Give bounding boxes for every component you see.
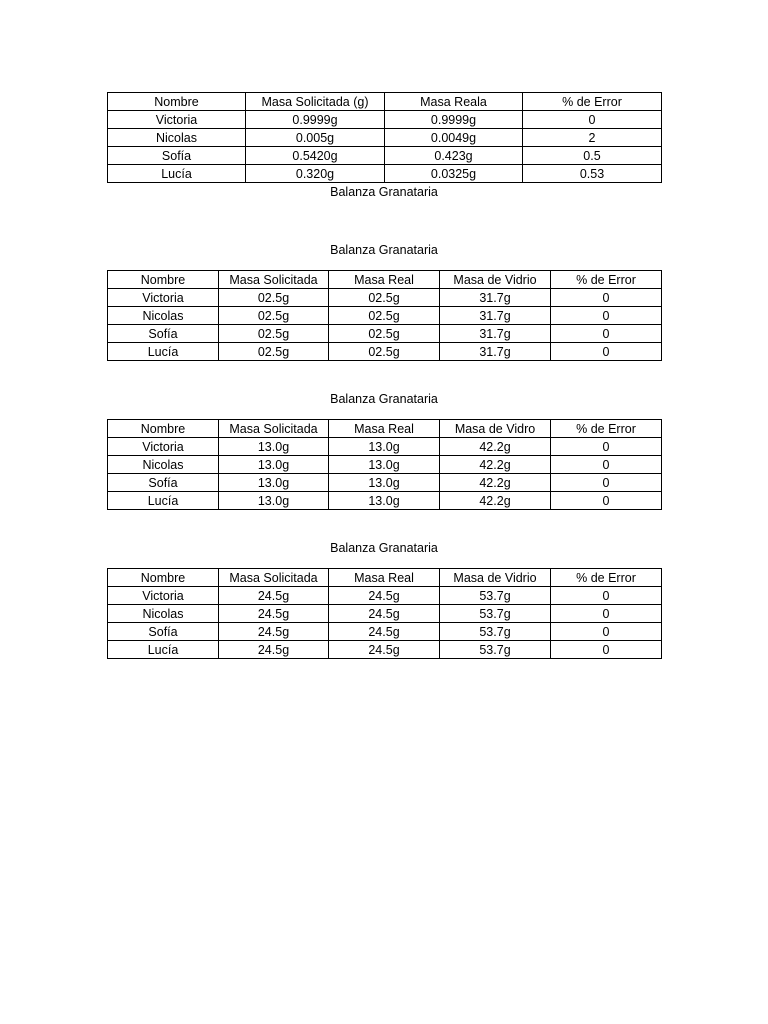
- table-cell: Nicolas: [108, 307, 219, 325]
- table-cell: 13.0g: [219, 438, 329, 456]
- table-row: [108, 474, 662, 492]
- table-cell: 02.5g: [219, 307, 329, 325]
- table-cell: 13.0g: [329, 474, 440, 492]
- table-header-row: [108, 420, 662, 438]
- column-header: Masa Reala: [385, 93, 523, 111]
- table-cell: 0: [551, 474, 662, 492]
- column-header: Masa Solicitada: [219, 420, 329, 438]
- table-caption: Balanza Granataria: [330, 392, 438, 406]
- table-cell: 24.5g: [219, 605, 329, 623]
- table-cell: Sofía: [108, 623, 219, 641]
- column-header: Nombre: [108, 420, 219, 438]
- table-header-row: [108, 93, 662, 111]
- table-cell: 02.5g: [329, 289, 440, 307]
- table-cell: 24.5g: [219, 587, 329, 605]
- table-row: [108, 456, 662, 474]
- table-cell: Nicolas: [108, 605, 219, 623]
- column-header: % de Error: [551, 569, 662, 587]
- table-cell: Victoria: [108, 289, 219, 307]
- table-row: [108, 605, 662, 623]
- table-caption: Balanza Granataria: [330, 185, 438, 199]
- table-cell: 0.0049g: [385, 129, 523, 147]
- table-cell: 0.005g: [246, 129, 385, 147]
- column-header: Masa Real: [329, 569, 440, 587]
- table-header-row: [108, 271, 662, 289]
- table-row: [108, 343, 662, 361]
- table-cell: 24.5g: [329, 605, 440, 623]
- table-cell: 53.7g: [440, 605, 551, 623]
- table-cell: Lucía: [108, 165, 246, 183]
- table-cell: 31.7g: [440, 307, 551, 325]
- table-cell: 24.5g: [219, 623, 329, 641]
- table-cell: 02.5g: [219, 343, 329, 361]
- table-cell: 0: [551, 605, 662, 623]
- table-row: [108, 587, 662, 605]
- table-cell: 13.0g: [329, 492, 440, 510]
- table-cell: Victoria: [108, 438, 219, 456]
- table-row: [108, 129, 662, 147]
- column-header: Masa Solicitada: [219, 271, 329, 289]
- table-cell: 31.7g: [440, 343, 551, 361]
- table-cell: 42.2g: [440, 438, 551, 456]
- column-header: Masa de Vidro: [440, 420, 551, 438]
- table-row: [108, 111, 662, 129]
- column-header: Nombre: [108, 93, 246, 111]
- table-row: [108, 438, 662, 456]
- data-table-4: [107, 568, 662, 659]
- table-cell: 0: [551, 343, 662, 361]
- column-header: Nombre: [108, 569, 219, 587]
- table-cell: 0.5420g: [246, 147, 385, 165]
- table-cell: 0.5: [523, 147, 662, 165]
- table-cell: Sofía: [108, 474, 219, 492]
- table-cell: Nicolas: [108, 129, 246, 147]
- table-cell: 31.7g: [440, 289, 551, 307]
- table-caption: Balanza Granataria: [330, 541, 438, 555]
- table-cell: Lucía: [108, 343, 219, 361]
- table-cell: 0: [551, 456, 662, 474]
- column-header: Masa de Vidrio: [440, 569, 551, 587]
- table-cell: 13.0g: [219, 474, 329, 492]
- table-cell: Nicolas: [108, 456, 219, 474]
- table-row: [108, 623, 662, 641]
- table-row: [108, 492, 662, 510]
- column-header: Masa Real: [329, 271, 440, 289]
- table-row: [108, 641, 662, 659]
- table-cell: 24.5g: [219, 641, 329, 659]
- table-1-block: [107, 92, 661, 201]
- table-cell: 02.5g: [329, 325, 440, 343]
- table-cell: 02.5g: [219, 289, 329, 307]
- data-table-1: [107, 92, 662, 183]
- table-cell: 24.5g: [329, 641, 440, 659]
- column-header: Masa Solicitada: [219, 569, 329, 587]
- table-cell: 02.5g: [219, 325, 329, 343]
- column-header: Nombre: [108, 271, 219, 289]
- table-cell: 53.7g: [440, 587, 551, 605]
- table-cell: 0.53: [523, 165, 662, 183]
- table-cell: 02.5g: [329, 307, 440, 325]
- table-cell: 0: [551, 289, 662, 307]
- table-cell: 0: [551, 492, 662, 510]
- table-cell: Lucía: [108, 492, 219, 510]
- table-cell: 0.0325g: [385, 165, 523, 183]
- table-cell: Victoria: [108, 111, 246, 129]
- data-table-3: [107, 419, 662, 510]
- table-4-block: [107, 539, 661, 659]
- table-cell: 0: [551, 623, 662, 641]
- table-row: [108, 307, 662, 325]
- column-header: Masa de Vidrio: [440, 271, 551, 289]
- column-header: % de Error: [551, 271, 662, 289]
- table-header-row: [108, 569, 662, 587]
- table-row: [108, 325, 662, 343]
- table-cell: 53.7g: [440, 641, 551, 659]
- table-cell: 13.0g: [329, 438, 440, 456]
- column-header: % de Error: [523, 93, 662, 111]
- table-cell: 0: [551, 438, 662, 456]
- column-header: % de Error: [551, 420, 662, 438]
- table-cell: 0: [551, 641, 662, 659]
- table-cell: 0: [551, 325, 662, 343]
- table-cell: 53.7g: [440, 623, 551, 641]
- table-cell: 0: [551, 587, 662, 605]
- table-cell: 0.423g: [385, 147, 523, 165]
- table-cell: 24.5g: [329, 587, 440, 605]
- table-cell: Sofía: [108, 325, 219, 343]
- table-cell: 13.0g: [219, 456, 329, 474]
- table-cell: 0: [523, 111, 662, 129]
- table-cell: 13.0g: [329, 456, 440, 474]
- table-cell: 02.5g: [329, 343, 440, 361]
- data-table-2: [107, 270, 662, 361]
- table-cell: 42.2g: [440, 456, 551, 474]
- table-cell: 42.2g: [440, 492, 551, 510]
- table-cell: 31.7g: [440, 325, 551, 343]
- table-row: [108, 147, 662, 165]
- table-cell: 0.320g: [246, 165, 385, 183]
- table-row: [108, 165, 662, 183]
- table-cell: Sofía: [108, 147, 246, 165]
- table-cell: Lucía: [108, 641, 219, 659]
- table-2-block: [107, 241, 661, 361]
- table-cell: Victoria: [108, 587, 219, 605]
- table-cell: 0.9999g: [246, 111, 385, 129]
- column-header: Masa Solicitada (g): [246, 93, 385, 111]
- table-row: [108, 289, 662, 307]
- table-cell: 42.2g: [440, 474, 551, 492]
- table-caption: Balanza Granataria: [330, 243, 438, 257]
- table-cell: 0: [551, 307, 662, 325]
- table-cell: 2: [523, 129, 662, 147]
- column-header: Masa Real: [329, 420, 440, 438]
- table-cell: 0.9999g: [385, 111, 523, 129]
- table-cell: 13.0g: [219, 492, 329, 510]
- table-3-block: [107, 390, 661, 510]
- table-cell: 24.5g: [329, 623, 440, 641]
